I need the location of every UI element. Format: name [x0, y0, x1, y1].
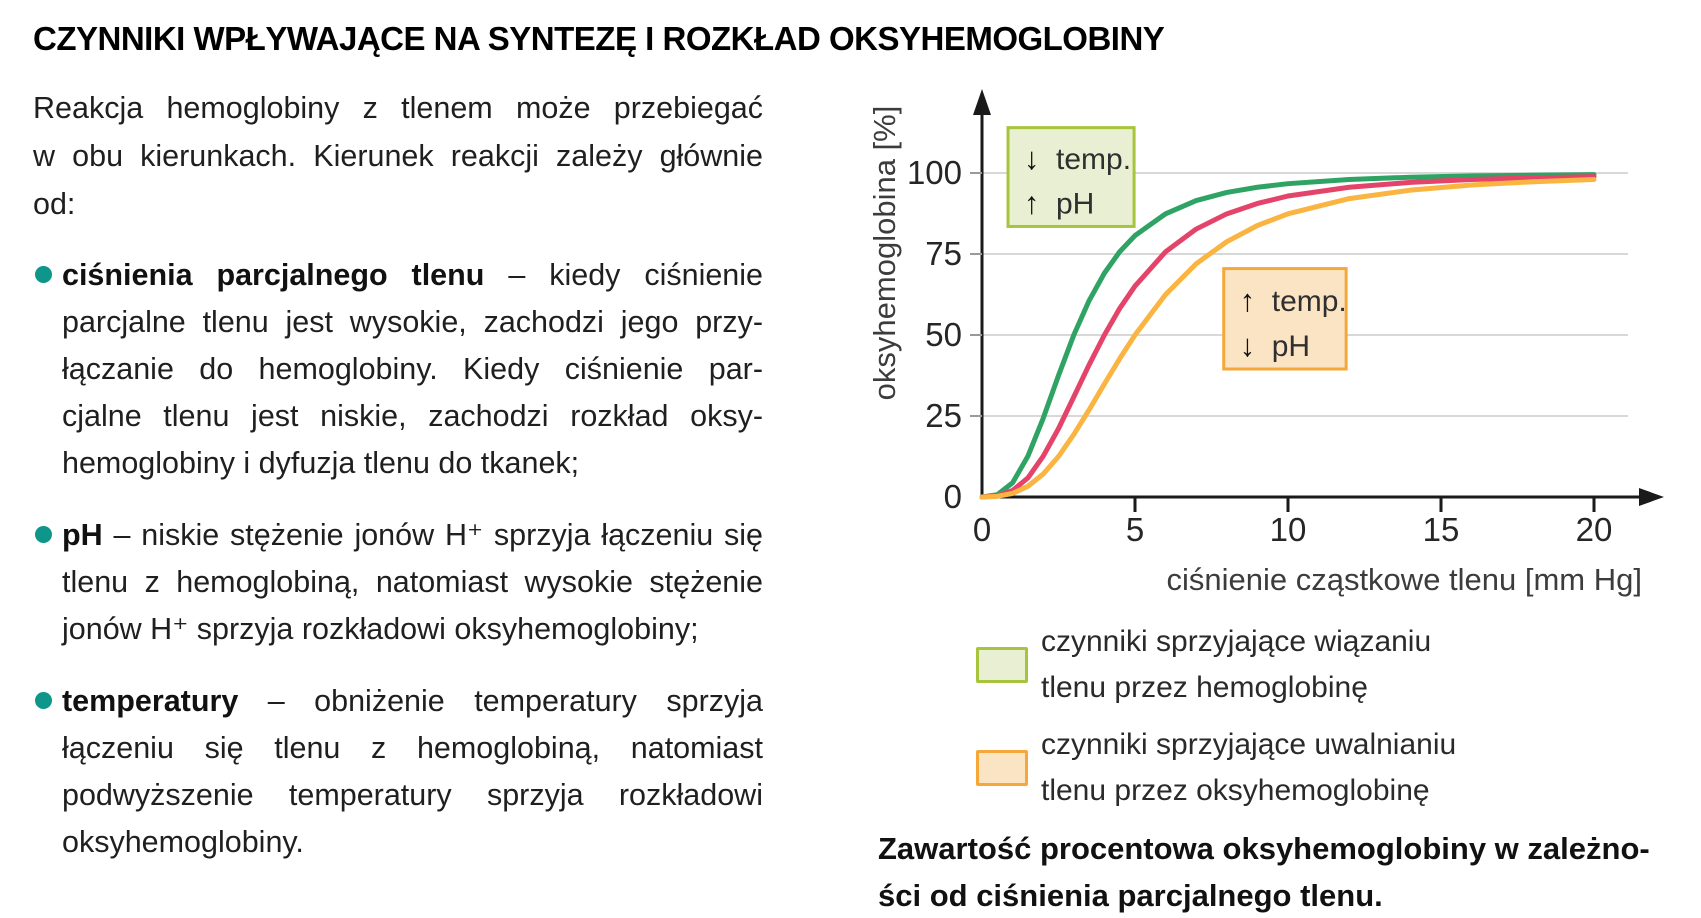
x-tick-label: 15: [1422, 511, 1460, 548]
bullet-line: tlenu z hemoglobiną, natomiast wysokie stężenie: [62, 565, 763, 599]
orange-swatch-icon: [976, 750, 1028, 786]
bullet-line: [62, 252, 763, 299]
bullet-lead: pH: [62, 518, 103, 552]
bullet-line: [62, 512, 763, 559]
bullet-text: – kiedy ciśnienie: [484, 258, 764, 292]
arrow-down-icon: ↓: [1239, 327, 1256, 363]
x-tick-label: 5: [1125, 511, 1145, 548]
bullet-list: [33, 252, 763, 866]
arrow-down-icon: ↓: [1024, 141, 1040, 177]
caption-line: ści od ciśnienia parcjalnego tlenu.: [878, 878, 1383, 913]
bullet-line: łączeniu się tlenu z hemoglobiną, natomiast: [62, 731, 763, 765]
bullet-text: – obniżenie temperatury sprzyja: [238, 684, 763, 718]
list-item-partial-pressure: [33, 252, 763, 487]
arrow-up-icon: ↑: [1239, 282, 1256, 318]
intro-line: Reakcja hemoglobiny z tlenem może przebiegać: [33, 91, 763, 125]
figure-column: [850, 85, 1701, 918]
annotation-text: temp.: [1056, 143, 1132, 177]
x-tick-label: 20: [1575, 511, 1613, 548]
bullet-line: hemoglobiny i dyfuzja tlenu do tkanek;: [62, 446, 580, 480]
annotation-text: temp.: [1271, 284, 1347, 318]
y-tick-label: 25: [925, 397, 962, 434]
legend-label-line: tlenu przez oksyhemoglobinę: [1041, 774, 1430, 807]
x-tick-label: 10: [1269, 511, 1307, 548]
annotation-text: pH: [1056, 187, 1095, 221]
legend-label-line: tlenu przez hemoglobinę: [1041, 671, 1368, 704]
bullet-lead: temperatury: [62, 684, 239, 718]
annotation-text: pH: [1271, 329, 1311, 363]
arrow-up-icon: ↑: [1024, 185, 1040, 221]
bullet-line: łączanie do hemoglobiny. Kiedy ciśnienie par-: [62, 352, 763, 386]
list-item-temperature: [33, 678, 763, 866]
bullet-line: parcjalne tlenu jest wysokie, zachodzi jego przy-: [62, 305, 763, 339]
x-axis-arrow-icon: [1639, 488, 1664, 506]
legend-label-line: czynniki sprzyjające wiązaniu: [1041, 625, 1432, 658]
bullet-icon: [35, 692, 52, 709]
legend-item-binding: [976, 619, 1701, 711]
caption-line: Zawartość procentowa oksyhemoglobiny w zależno-: [878, 831, 1650, 866]
y-tick-label: 75: [925, 235, 962, 272]
bullet-line: [62, 678, 763, 725]
bullet-line: oksyhemoglobiny.: [62, 825, 304, 859]
bullet-icon: [35, 526, 52, 543]
bullet-icon: [35, 266, 52, 283]
page-title: CZYNNIKI WPŁYWAJĄCE NA SYNTEZĘ I ROZKŁAD OKSYHEMOGLOBINY: [33, 20, 1165, 57]
bullet-line: podwyższenie temperatury sprzyja rozkładowi: [62, 778, 763, 812]
figure-caption: [878, 825, 1701, 918]
y-tick-label: 100: [906, 154, 962, 191]
y-tick-label: 0: [943, 478, 962, 515]
legend-label-line: czynniki sprzyjające uwalnianiu: [1041, 728, 1457, 761]
chart-legend: [976, 619, 1701, 814]
oxyhemoglobin-dissociation-chart: [850, 85, 1701, 600]
y-tick-label: 50: [925, 316, 962, 353]
legend-label: [1041, 619, 1431, 711]
list-item-ph: [33, 512, 763, 653]
intro-paragraph: [33, 84, 763, 228]
bullet-lead: ciśnienia parcjalnego tlenu: [62, 258, 485, 292]
legend-label: [1041, 722, 1456, 814]
bullet-line: jonów H⁺ sprzyja rozkładowi oksyhemoglobiny;: [62, 612, 699, 646]
intro-line: od:: [33, 187, 76, 221]
intro-line: w obu kierunkach. Kierunek reakcji zależy głównie: [33, 139, 763, 173]
bullet-text: – niskie stężenie jonów H⁺ sprzyja łączeniu się: [102, 518, 763, 552]
y-axis-title: oksyhemoglobina [%]: [867, 105, 902, 401]
legend-item-release: [976, 722, 1701, 814]
bullet-line: cjalne tlenu jest niskie, zachodzi rozkład oksy-: [62, 399, 763, 433]
x-tick-label: 0: [972, 511, 992, 548]
green-swatch-icon: [976, 647, 1028, 683]
y-axis-arrow-icon: [973, 89, 991, 115]
x-axis-title: ciśnienie cząstkowe tlenu [mm Hg]: [1166, 562, 1642, 597]
